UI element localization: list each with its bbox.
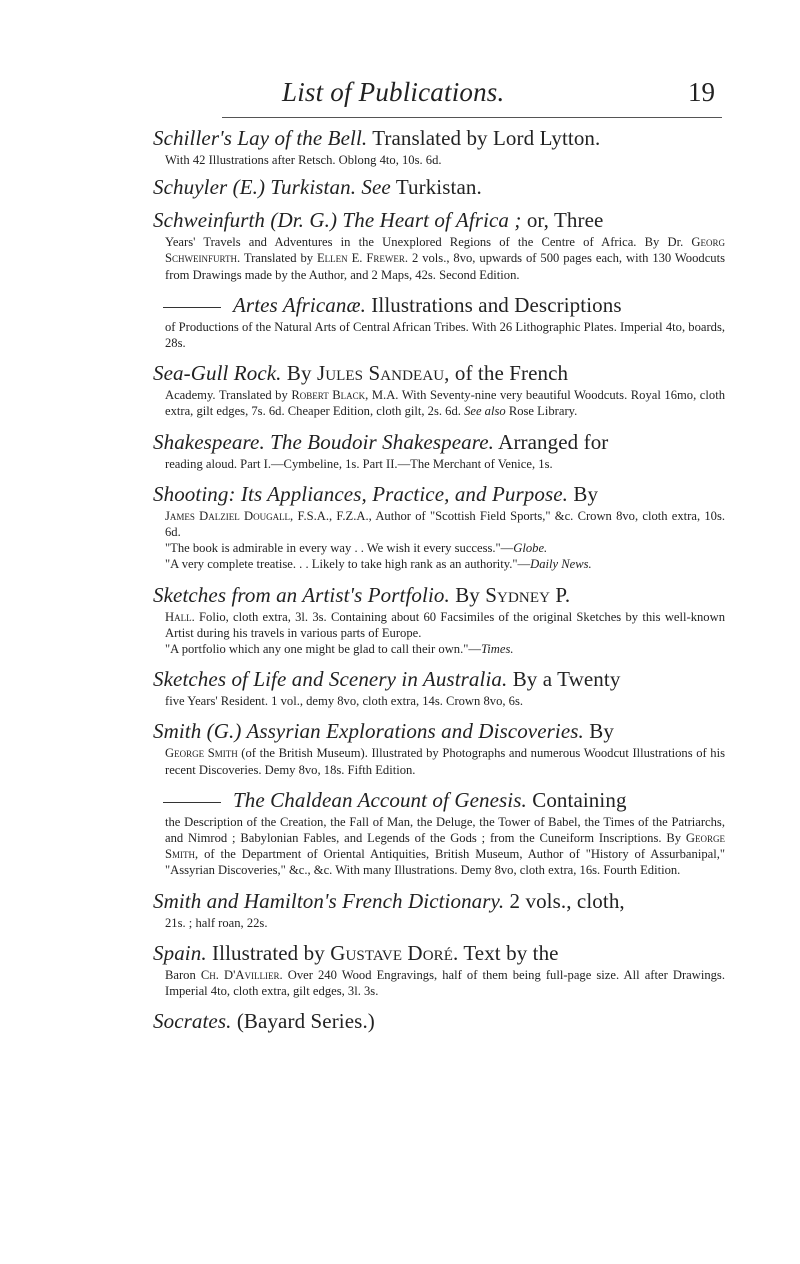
entry-spain bbox=[153, 940, 725, 999]
see-reference: See also bbox=[464, 404, 506, 419]
entry-heading-rest: Containing bbox=[526, 787, 627, 812]
translator-name: Robert Black, bbox=[291, 388, 369, 403]
entry-description bbox=[165, 967, 725, 999]
ditto-dash bbox=[163, 307, 221, 308]
quote-text: "A portfolio which any one might be glad to call their own."— bbox=[165, 642, 481, 657]
desc-text: F.S.A., F.Z.A., Author of "Scottish Field Sports," &c. Crown 8vo, cloth extra, 10s. 6d. bbox=[165, 508, 725, 540]
desc-text: Academy. Translated by bbox=[165, 388, 292, 403]
entry-description bbox=[165, 234, 725, 283]
entry-heading bbox=[153, 787, 725, 814]
entry-title: Sketches from an Artist's Portfolio. bbox=[153, 582, 450, 607]
translator-name: Ellen E. Frewer. bbox=[316, 251, 409, 266]
desc-text: Baron bbox=[165, 967, 201, 982]
entry-heading bbox=[153, 718, 725, 745]
desc-text: Folio, cloth extra, 3l. 3s. Containing about 60 Facsimiles of the original Sketches by this well-known Artist during his travels in various parts of Europe. bbox=[165, 609, 725, 640]
entry-description: of Productions of the Natural Arts of Central African Tribes. With 26 Lithographic Plates. Imperial 4to, boards, 28s. bbox=[165, 319, 725, 351]
author-name: Sydney P. bbox=[485, 582, 571, 607]
entry-title: Socrates. bbox=[153, 1009, 232, 1034]
entry-heading bbox=[153, 940, 725, 967]
entry-schuyler-turkistan bbox=[153, 174, 725, 201]
entry-heading bbox=[153, 582, 725, 609]
header-rule bbox=[222, 117, 722, 118]
desc-text: of the Department of Oriental Antiquities, British Museum, Author of "History of Assurbanipal," "Assyrian Discoveries," &c., &c. With many Illustrations. Demy 8vo, cloth extra, 16s. Fourth Edition. bbox=[165, 847, 725, 878]
author-name: Ch. D'Avillier. bbox=[200, 967, 283, 982]
entry-shooting bbox=[153, 481, 725, 573]
entry-description: reading aloud. Part I.—Cymbeline, 1s. Part II.—The Merchant of Venice, 1s. bbox=[165, 456, 553, 471]
entry-socrates bbox=[153, 1008, 725, 1035]
desc-text: Over 240 Wood Engravings, half of them being full-page size. All after Drawings. Imperial 4to, cloth extra, gilt edges, 3l. 3s. bbox=[165, 967, 725, 999]
entry-heading bbox=[153, 174, 725, 201]
author-name: George Smith bbox=[165, 746, 238, 761]
author-name: George Smith, bbox=[165, 831, 725, 862]
entry-heading-rest: Illustrated by bbox=[206, 940, 331, 965]
quote-source: Globe. bbox=[513, 541, 548, 556]
entry-heading-rest: Translated by Lord Lytton. bbox=[367, 126, 601, 150]
entry-description bbox=[165, 814, 725, 879]
see-reference: See bbox=[356, 175, 391, 200]
press-quote bbox=[165, 556, 725, 572]
entry-smith-hamilton-french-dictionary bbox=[153, 888, 725, 931]
entry-description: five Years' Resident. 1 vol., demy 8vo, cloth extra, 14s. Crown 8vo, 6s. bbox=[165, 694, 524, 709]
entry-heading bbox=[153, 666, 725, 693]
entry-title: Sea-Gull Rock. bbox=[153, 361, 282, 386]
desc-text: Rose Library. bbox=[505, 404, 578, 419]
entry-description bbox=[165, 745, 725, 777]
entry-heading-rest: 2 vols., cloth, bbox=[504, 888, 625, 913]
entry-heading bbox=[153, 1008, 725, 1035]
entry-heading bbox=[153, 292, 725, 319]
entry-heading-rest: Turkistan. bbox=[390, 175, 482, 200]
publication-list bbox=[153, 125, 725, 1035]
page-number: 19 bbox=[688, 77, 715, 107]
quote-source: Daily News. bbox=[530, 557, 592, 572]
entry-heading-rest: By bbox=[281, 361, 317, 386]
quote-source: Times. bbox=[480, 642, 514, 657]
entry-title: Schuyler (E.) Turkistan. bbox=[153, 175, 357, 200]
entry-title: Smith and Hamilton's French Dictionary. bbox=[153, 888, 505, 913]
entry-sketches-australia bbox=[153, 666, 725, 709]
entry-description bbox=[165, 387, 725, 419]
entry-title: Artes Africanæ. bbox=[233, 292, 366, 317]
entry-description bbox=[165, 508, 725, 540]
entry-chaldean-account-of-genesis bbox=[153, 787, 725, 879]
entry-heading-rest: By bbox=[583, 719, 614, 744]
entry-description: 21s. ; half roan, 22s. bbox=[165, 915, 268, 930]
entry-title: Schweinfurth (Dr. G.) The Heart of Africa ; bbox=[153, 208, 522, 233]
desc-text: Years' Travels and Adventures in the Unexplored Regions of the Centre of Africa. By Dr. bbox=[165, 235, 692, 250]
author-name: Hall. bbox=[165, 609, 195, 624]
entry-sketches-artists-portfolio bbox=[153, 582, 725, 658]
entry-title: Sketches of Life and Scenery in Australia. bbox=[153, 667, 508, 692]
entry-heading bbox=[153, 360, 725, 387]
entry-heading-rest: By bbox=[568, 481, 599, 506]
quote-text: "The book is admirable in every way . . We wish it every success."— bbox=[165, 541, 514, 556]
entry-title: Shakespeare. The Boudoir Shakespeare. bbox=[153, 429, 494, 454]
illustrator-name: Gustave Doré. bbox=[330, 940, 459, 965]
entry-heading bbox=[153, 207, 725, 234]
desc-text: M.A. With Seventy-nine very beautiful Woodcuts. Royal 16mo, cloth extra, gilt edges, 7s. 6d. Cheaper Edition, cloth gilt, 2s. 6d. bbox=[165, 388, 725, 419]
entry-heading-rest: or, Three bbox=[521, 208, 604, 233]
entry-heading-rest: By bbox=[449, 582, 486, 607]
entry-title: Schiller's Lay of the Bell. bbox=[153, 126, 368, 150]
entry-heading-rest: of the French bbox=[449, 361, 569, 386]
entry-heading bbox=[153, 481, 725, 508]
entry-description bbox=[165, 609, 725, 641]
page-title: List of Publications. bbox=[282, 77, 505, 107]
entry-heading bbox=[153, 125, 725, 152]
running-head bbox=[0, 77, 800, 117]
entry-schweinfurth-heart-of-africa bbox=[153, 207, 725, 283]
entry-smith-assyrian-explorations bbox=[153, 718, 725, 777]
entry-heading-rest: Illustrations and Descriptions bbox=[365, 292, 622, 317]
entry-schiller-lay-of-the-bell bbox=[153, 125, 725, 168]
ditto-dash bbox=[163, 802, 221, 803]
entry-heading bbox=[153, 429, 725, 456]
entry-description: With 42 Illustrations after Retsch. Oblong 4to, 10s. 6d. bbox=[165, 153, 442, 167]
press-quote bbox=[165, 540, 725, 556]
entry-sea-gull-rock bbox=[153, 360, 725, 419]
entry-artes-africanae bbox=[153, 292, 725, 351]
entry-heading-rest: Arranged for bbox=[493, 429, 609, 454]
entry-title: Spain. bbox=[153, 940, 207, 965]
entry-boudoir-shakespeare bbox=[153, 429, 725, 472]
entry-title: Smith (G.) Assyrian Explorations and Discoveries. bbox=[153, 719, 584, 744]
desc-text: Translated by bbox=[240, 251, 317, 266]
entry-title: Shooting: Its Appliances, Practice, and Purpose. bbox=[153, 481, 569, 506]
desc-text: the Description of the Creation, the Fall of Man, the Deluge, the Tower of Babel, the Times of the Patriarchs, and Nimrod ; Babylonian Fables, and Legends of the Gods ; from the Cuneiform Inscriptions. By bbox=[165, 814, 725, 846]
entry-heading-rest: (Bayard Series.) bbox=[231, 1009, 375, 1034]
author-name: Jules Sandeau, bbox=[316, 361, 450, 386]
desc-text: 2 vols., 8vo, upwards of 500 pages each, with 130 Woodcuts from Drawings made by the Author, and 2 Maps, 42s. Second Edition. bbox=[165, 251, 725, 282]
quote-text: "A very complete treatise. . . Likely to take high rank as an authority."— bbox=[165, 557, 531, 572]
entry-heading-rest: Text by the bbox=[458, 940, 559, 965]
press-quote bbox=[165, 641, 725, 657]
entry-heading-rest: By a Twenty bbox=[507, 667, 621, 692]
desc-text: (of the British Museum). Illustrated by Photographs and numerous Woodcut Illustrations of his recent Discoveries. Demy 8vo, 18s. Fifth Edition. bbox=[165, 746, 725, 777]
entry-heading bbox=[153, 888, 725, 915]
author-name: James Dalziel Dougall, bbox=[165, 508, 294, 523]
entry-title: The Chaldean Account of Genesis. bbox=[233, 787, 527, 812]
author-name: Georg Schweinfurth. bbox=[165, 235, 725, 266]
